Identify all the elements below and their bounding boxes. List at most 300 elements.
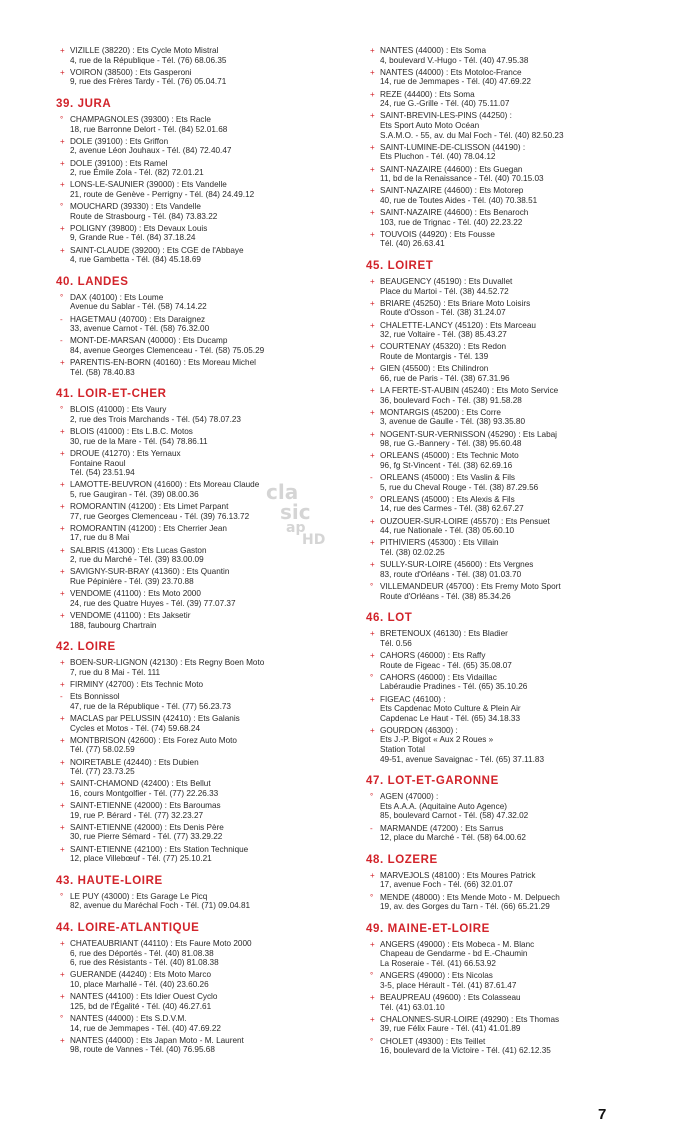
entry-marker: + [370,385,375,395]
entry-address-line: 12, place du Marché - Tél. (58) 64.00.62 [380,833,526,843]
entry-marker: + [370,694,375,704]
dealer-entry [366,230,654,249]
dealer-entry [56,779,344,798]
entry-dealer-line: DOLE (39100) : Ets Ramel [70,158,168,168]
section-title: 45. LOIRET [366,260,434,273]
entry-dealer-line: GUERANDE (44240) : Ets Moto Marco [70,970,212,980]
entry-address-line: Rue Pépinière - Tél. (39) 23.70.88 [70,577,194,587]
dealer-entry [56,589,344,608]
entry-marker: + [370,1014,375,1024]
dealer-entry [56,970,344,989]
entry-dealer-line: VOIRON (38500) : Ets Gasperoni [70,67,192,77]
dealer-entry [366,143,654,162]
entry-dealer-line: SAINT-CHAMOND (42400) : Ets Bellut [70,779,211,789]
entry-address-line: 2, rue Émile Zola - Tél. (82) 72.01.21 [70,168,204,178]
entry-dealer-line: ROMORANTIN (41200) : Ets Cherrier Jean [70,523,227,533]
entry-address-line: 98, route de Vannes - Tél. (40) 76.95.68 [70,1045,215,1055]
entry-dealer-line: ORLEANS (45000) : Ets Vaslin & Fils [380,473,515,483]
entry-marker: - [370,823,373,833]
dealer-entry [56,680,344,690]
section-title: 48. LOZERE [366,853,438,866]
entry-dealer-line: SAVIGNY-SUR-BRAY (41360) : Ets Quantin [70,567,230,577]
entry-dealer-line: MONTARGIS (45200) : Ets Corre [380,407,501,417]
entry-marker: + [370,516,375,526]
entry-dealer-line: VIZILLE (38220) : Ets Cycle Moto Mistral [70,46,219,55]
entry-dealer-line: LONS-LE-SAUNIER (39000) : Ets Vandelle [70,180,227,190]
entry-marker: + [370,364,375,374]
dealer-entry [56,546,344,565]
entry-dealer-line: ANGERS (49000) : Ets Nicolas [380,971,493,981]
entry-marker: + [60,180,65,190]
dealer-entry [56,246,344,265]
entry-address-line: 2, rue du Marché - Tél. (39) 83.00.09 [70,555,204,565]
entry-dealer-line: SAINT-NAZAIRE (44600) : Ets Motorep [380,186,524,196]
entry-dealer-line: BRIARE (45250) : Ets Briare Moto Loisirs [380,298,531,308]
entry-marker: + [370,629,375,639]
entry-dealer-line: NOIRETABLE (42440) : Ets Dubien [70,757,199,767]
entry-address-line: Tél. (54) 23.51.94 [70,468,135,478]
entry-address-line: 6, rue des Résistants - Tél. (40) 81.08.38 [70,958,219,968]
entry-dealer-line: REZE (44400) : Ets Soma [380,89,475,99]
entry-address-line: Tél. (58) 78.40.83 [70,367,135,377]
entry-marker: - [60,692,63,702]
entry-marker: ° [370,494,374,504]
entry-dealer-line: NANTES (44000) : Ets Japan Moto - M. Laurent [70,1035,244,1045]
dealer-entry [366,971,654,990]
entry-address-line: 2, rue des Trois Marchands - Tél. (54) 78.07.23 [70,414,241,424]
entry-marker: + [60,779,65,789]
dealer-entry [56,115,344,134]
entry-address-line: Tél. (40) 26.63.41 [380,239,445,249]
entry-dealer-line: HAGETMAU (40700) : Ets Daraignez [70,314,206,324]
section-title: 41. LOIR-ET-CHER [56,388,167,401]
entry-marker: ° [370,1036,374,1046]
dealer-entry [56,224,344,243]
entry-address-line: Ets Pluchon - Tél. (40) 78.04.12 [380,152,496,162]
dealer-entry [366,792,654,821]
entry-dealer-line: TOUVOIS (44920) : Ets Fousse [380,229,495,239]
dealer-entry [366,695,654,724]
entry-address-line: 44, rue Nationale - Tél. (38) 05.60.10 [380,526,515,536]
entry-address-line: Tél. 0.56 [380,638,412,648]
dealer-entry [56,658,344,677]
entry-address-line: 3, avenue de Gaulle - Tél. (38) 93.35.80 [380,417,526,427]
dealer-entry [366,473,654,492]
entry-marker: + [370,870,375,880]
entry-marker: + [60,757,65,767]
entry-address-line: Place du Martoi - Tél. (38) 44.52.72 [380,286,509,296]
entry-dealer-line: SAINT-CLAUDE (39200) : Ets CGE de l'Abbaye [70,245,244,255]
entry-address-line: Fontaine Raoul [70,458,126,468]
entry-marker: + [370,229,375,239]
entry-dealer-line: ORLEANS (45000) : Ets Technic Moto [380,451,519,461]
entry-marker: + [370,992,375,1002]
page-number: 7 [598,1106,607,1123]
entry-marker: + [60,46,65,55]
entry-dealer-line: ANGERS (49000) : Ets Mobeca - M. Blanc [380,939,535,949]
entry-address-line: 30, rue de la Mare - Tél. (54) 78.86.11 [70,436,208,446]
entry-address-line: 3-5, place Hérault - Tél. (41) 87.61.47 [380,980,517,990]
entry-marker: + [370,725,375,735]
dealer-entry [366,386,654,405]
entry-address-line: Chapeau de Gendarme - bd E.-Chaumin [380,949,528,959]
entry-marker: + [370,650,375,660]
entry-address-line: Ets Sport Auto Moto Océan [380,120,480,130]
dealer-entry [366,582,654,601]
dealer-entry [56,801,344,820]
dealer-entry [366,165,654,184]
entry-marker: + [60,223,65,233]
entry-dealer-line: CAHORS (46000) : Ets Raffy [380,650,486,660]
entry-address-line: 103, rue de Trignac - Tél. (40) 22.23.22 [380,217,523,227]
dealer-entry [366,364,654,383]
entry-address-line: 6, rue des Déportés - Tél. (40) 81.08.38 [70,948,214,958]
entry-marker: + [370,186,375,196]
entry-address-line: Tél. (77) 23.73.25 [70,767,135,777]
entry-marker: + [60,939,65,948]
entry-marker: + [60,1035,65,1045]
dealer-entry [366,451,654,470]
entry-dealer-line: BLOIS (41000) : Ets L.B.C. Motos [70,427,193,437]
entry-address-line: 2, avenue Léon Jouhaux - Tél. (84) 72.40.47 [70,146,232,156]
entry-address-line: Ets Capdenac Moto Culture & Plein Air [380,704,521,714]
dealer-entry [56,336,344,355]
entry-marker: + [370,142,375,152]
entry-dealer-line: SULLY-SUR-LOIRE (45600) : Ets Vergnes [380,560,534,570]
entry-dealer-line: VILLEMANDEUR (45700) : Ets Fremy Moto Sport [380,581,561,591]
entry-marker: ° [370,792,374,802]
dealer-entry [56,180,344,199]
section-title: 42. LOIRE [56,641,116,654]
entry-marker: ° [60,891,64,901]
entry-address-line: 19, rue P. Bérard - Tél. (77) 32.23.27 [70,810,204,820]
entry-dealer-line: MENDE (48000) : Ets Mende Moto - M. Delpuech [380,892,560,902]
watermark-text-c: ap [286,520,306,536]
entry-dealer-line: MARVEJOLS (48100) : Ets Moures Patrick [380,870,536,880]
entry-marker: + [60,844,65,854]
dealer-entry [366,824,654,843]
entry-marker: + [60,480,65,490]
entry-marker: + [60,735,65,745]
entry-address-line: 9, rue des Frères Tardy - Tél. (76) 05.04.71 [70,77,227,87]
entry-address-line: 4, rue de la République - Tél. (76) 68.06.35 [70,55,227,65]
dealer-entry [56,405,344,424]
watermark-text-a: cla [266,480,299,504]
section-title: 43. HAUTE-LOIRE [56,874,163,887]
entry-dealer-line: MACLAS par PELUSSIN (42410) : Ets Galanis [70,713,240,723]
entry-address-line: 16, boulevard de la Victoire - Tél. (41) 62.12.35 [380,1046,551,1056]
entry-address-line: Cycles et Motos - Tél. (74) 59.68.24 [70,723,200,733]
entry-address-line: 30, rue Pierre Sémard - Tél. (77) 33.29.22 [70,832,223,842]
watermark-text-d: HD [302,532,326,548]
entry-marker: + [60,523,65,533]
entry-dealer-line: NANTES (44000) : Ets Soma [380,46,487,55]
entry-address-line: S.A.M.O. - 55, av. du Mal Foch - Tél. (40) 82.50.23 [380,130,564,140]
entry-address-line: 82, avenue du Maréchal Foch - Tél. (71) 09.04.81 [70,901,251,911]
entry-dealer-line: DOLE (39100) : Ets Griffon [70,136,169,146]
entry-marker: + [370,407,375,417]
dealer-entry [56,611,344,630]
entry-address-line: Labéraudie Pradines - Tél. (65) 35.10.26 [380,682,528,692]
entry-marker: + [370,560,375,570]
entry-dealer-line: DAX (40100) : Ets Loume [70,292,164,302]
entry-dealer-line: SAINT-ETIENNE (42000) : Ets Baroumas [70,801,221,811]
entry-marker: ° [60,202,64,212]
dealer-entry [366,1037,654,1056]
entry-marker: + [370,164,375,174]
dealer-entry [366,673,654,692]
dealer-entry [366,408,654,427]
dealer-entry [56,358,344,377]
entry-address-line: Station Total [380,745,425,755]
dealer-entry [56,736,344,755]
entry-marker: + [60,245,65,255]
entry-dealer-line: GIEN (45500) : Ets Chilindron [380,364,489,374]
watermark-logo [262,478,332,548]
entry-marker: + [60,567,65,577]
right-column [366,46,654,1058]
entry-marker: + [60,801,65,811]
entry-dealer-line: BRETENOUX (46130) : Ets Bladier [380,629,508,639]
entry-dealer-line: SAINT-ETIENNE (42000) : Ets Denis Père [70,822,224,832]
dealer-entry [56,202,344,221]
dealer-entry [56,293,344,312]
entry-dealer-line: FIGEAC (46100) : [380,694,446,704]
entry-address-line: Ets A.A.A. (Aquitaine Auto Agence) [380,801,507,811]
entry-dealer-line: BLOIS (41000) : Ets Vaury [70,405,167,415]
entry-dealer-line: BEAUPREAU (49600) : Ets Colasseau [380,992,521,1002]
dealer-entry [366,495,654,514]
dealer-entry [366,871,654,890]
entry-dealer-line: ORLEANS (45000) : Ets Alexis & Fils [380,494,515,504]
entry-dealer-line: PITHIVIERS (45300) : Ets Villain [380,538,499,548]
entry-address-line: 5, rue du Cheval Rouge - Tél. (38) 87.29.56 [380,482,539,492]
entry-address-line: 4, boulevard V.-Hugo - Tél. (40) 47.95.38 [380,55,529,65]
dealer-entry [56,567,344,586]
entry-address-line: 125, bd de l'Égalité - Tél. (40) 46.27.61 [70,1001,212,1011]
entry-address-line: Route de Figeac - Tél. (65) 35.08.07 [380,660,512,670]
section-title: 49. MAINE-ET-LOIRE [366,922,490,935]
dealer-entry [56,692,344,711]
entry-address-line: 17, avenue Foch - Tél. (66) 32.01.07 [380,880,513,890]
entry-marker: + [60,713,65,723]
dealer-entry [366,993,654,1012]
entry-address-line: 47, rue de la République - Tél. (77) 56.23.73 [70,701,231,711]
entry-marker: + [60,448,65,458]
section-title: 47. LOT-ET-GARONNE [366,775,499,788]
entry-marker: + [60,158,65,168]
dealer-entry [366,90,654,109]
entry-marker: + [60,658,65,668]
dealer-entry [366,517,654,536]
entry-marker: + [60,992,65,1002]
entry-marker: + [370,939,375,949]
entry-address-line: Route de Montargis - Tél. 139 [380,351,489,361]
entry-dealer-line: PARENTIS-EN-BORN (40160) : Ets Moreau Michel [70,358,256,368]
dealer-entry [366,560,654,579]
section-title: 40. LANDES [56,275,129,288]
entry-dealer-line: LAMOTTE-BEUVRON (41600) : Ets Moreau Claude [70,480,260,490]
entry-address-line: 14, rue de Jemmapes - Tél. (40) 47.69.22 [380,77,531,87]
entry-dealer-line: FIRMINY (42700) : Ets Technic Moto [70,679,204,689]
entry-marker: + [370,429,375,439]
entry-marker: + [370,111,375,121]
dealer-entry [366,1015,654,1034]
entry-dealer-line: OUZOUER-SUR-LOIRE (45570) : Ets Pensuet [380,516,550,526]
entry-marker: + [370,277,375,287]
entry-address-line: 83, route d'Orléans - Tél. (38) 01.03.70 [380,569,522,579]
entry-address-line: 24, rue des Quatre Huyes - Tél. (39) 77.07.37 [70,598,236,608]
entry-dealer-line: CAHORS (46000) : Ets Vidaillac [380,672,497,682]
dealer-entry [56,845,344,864]
entry-dealer-line: COURTENAY (45320) : Ets Redon [380,342,507,352]
entry-dealer-line: CHOLET (49300) : Ets Teillet [380,1036,486,1046]
entry-address-line: 85, boulevard Carnot - Tél. (58) 47.32.02 [380,811,529,821]
entry-marker: + [370,451,375,461]
entry-address-line: 98, rue G.-Bannery - Tél. (38) 95.60.48 [380,439,522,449]
entry-dealer-line: VENDOME (41100) : Ets Jaksetir [70,611,191,620]
entry-address-line: 66, rue de Paris - Tél. (38) 67.31.96 [380,373,510,383]
entry-dealer-line: VENDOME (41100) : Ets Moto 2000 [70,589,201,599]
entry-marker: + [370,538,375,548]
entry-dealer-line: LA FERTE-ST-AUBIN (45240) : Ets Moto Service [380,385,559,395]
entry-address-line: 10, place Marhallé - Tél. (40) 23.60.26 [70,979,209,989]
entry-address-line: Route d'Osson - Tél. (38) 31.24.07 [380,308,506,318]
entry-dealer-line: NANTES (44000) : Ets Motoloc-France [380,67,522,77]
entry-address-line: 7, rue du 8 Mai - Tél. 111 [70,667,161,677]
entry-address-line: 4, rue Gambetta - Tél. (84) 45.18.69 [70,255,201,265]
dealer-entry [56,315,344,334]
dealer-entry [56,714,344,733]
dealer-entry [366,629,654,648]
entry-marker: - [60,336,63,346]
entry-dealer-line: MONT-DE-MARSAN (40000) : Ets Ducamp [70,336,228,346]
section-title: 46. LOT [366,612,413,625]
entry-marker: + [60,589,65,599]
entry-dealer-line: SAINT-NAZAIRE (44600) : Ets Guegan [380,164,523,174]
dealer-entry [56,159,344,178]
entry-dealer-line: LE PUY (43000) : Ets Garage Le Picq [70,891,208,901]
entry-address-line: 14, rue des Carmes - Tél. (38) 62.67.27 [380,504,524,514]
dealer-entry [366,538,654,557]
entry-address-line: 14, rue de Jemmapes - Tél. (40) 47.69.22 [70,1023,221,1033]
dealer-entry [366,46,654,65]
entry-marker: ° [60,114,64,124]
dealer-entry [366,321,654,340]
entry-address-line: 17, rue du 8 Mai [70,533,130,543]
entry-marker: ° [370,971,374,981]
dealer-entry [366,111,654,140]
entry-dealer-line: NANTES (44100) : Ets Idier Ouest Cyclo [70,992,218,1002]
entry-address-line: 77, rue Georges Clemenceau - Tél. (39) 76.13.72 [70,511,250,521]
entry-dealer-line: BOEN-SUR-LIGNON (42130) : Ets Regny Boen Moto [70,658,265,668]
entry-marker: + [60,358,65,368]
entry-address-line: 18, rue Barronne Delort - Tél. (84) 52.01.68 [70,124,228,134]
entry-marker: + [60,545,65,555]
entry-marker: + [370,46,375,55]
entry-address-line: Tél. (38) 02.02.25 [380,548,445,557]
entry-dealer-line: MOUCHARD (39330) : Ets Vandelle [70,202,201,212]
dealer-entry [366,430,654,449]
entry-dealer-line: CHAMPAGNOLES (39300) : Ets Racle [70,114,211,124]
entry-dealer-line: ROMORANTIN (41200) : Ets Limet Parpant [70,502,229,512]
entry-address-line: 21, route de Genève - Perrigny - Tél. (84) 24.49.12 [70,189,255,199]
entry-address-line: 19, av. des Gorges du Tarn - Tél. (66) 65.21.29 [380,902,550,912]
dealer-entry [366,342,654,361]
left-column [56,46,344,1058]
entry-address-line: 9, Grande Rue - Tél. (84) 37.18.24 [70,233,196,243]
entry-marker: ° [370,892,374,902]
dealer-entry [56,137,344,156]
dealer-entry [56,427,344,446]
entry-dealer-line: CHALONNES-SUR-LOIRE (49290) : Ets Thomas [380,1014,560,1024]
entry-marker: + [60,611,65,620]
dealer-entry [366,68,654,87]
entry-marker: ° [370,581,374,591]
dealer-entry [56,1036,344,1055]
entry-dealer-line: NANTES (44000) : Ets S.D.V.M. [70,1013,187,1023]
entry-dealer-line: SAINT-LUMINE-DE-CLISSON (44190) : [380,142,526,152]
entry-dealer-line: Ets Bonnissol [70,692,120,702]
entry-address-line: Route d'Orléans - Tél. (38) 85.34.26 [380,591,511,601]
entry-marker: + [370,320,375,330]
dealer-entry [366,726,654,764]
entry-marker: + [370,342,375,352]
entry-marker: ° [60,405,64,415]
entry-marker: + [60,679,65,689]
entry-dealer-line: SALBRIS (41300) : Ets Lucas Gaston [70,545,207,555]
entry-marker: ° [60,1013,64,1023]
dealer-entry [56,68,344,87]
section-title: 39. JURA [56,97,112,110]
entry-address-line: 188, faubourg Chartrain [70,620,157,630]
entry-address-line: 40, rue de Toutes Aides - Tél. (40) 70.38.51 [380,195,538,205]
entry-marker: - [370,473,373,483]
dealer-entry [56,449,344,478]
entry-dealer-line: MONTBRISON (42600) : Ets Forez Auto Moto [70,735,237,745]
entry-marker: + [60,822,65,832]
dealer-entry [56,892,344,911]
entry-address-line: 5, rue Gaugiran - Tél. (39) 08.00.36 [70,489,199,499]
section-title: 44. LOIRE-ATLANTIQUE [56,922,200,934]
entry-address-line: Ets J.-P. Bigot « Aux 2 Roues » [380,735,494,745]
entry-marker: ° [370,672,374,682]
entry-address-line: 12, place Villebœuf - Tél. (77) 25.10.21 [70,854,212,864]
entry-marker: + [60,502,65,512]
entry-dealer-line: GOURDON (46300) : [380,725,458,735]
entry-marker: + [370,89,375,99]
entry-address-line: 24, rue G.-Grille - Tél. (40) 75.11.07 [380,99,510,109]
entry-address-line: 49-51, avenue Savaignac - Tél. (65) 37.11.83 [380,754,545,764]
watermark-text-b: sic [280,500,311,524]
entry-dealer-line: SAINT-NAZAIRE (44600) : Ets Benaroch [380,208,529,218]
entry-marker: + [370,67,375,77]
entry-address-line: 11, bd de la Renaissance - Tél. (40) 70.15.03 [380,174,544,184]
entry-marker: + [60,427,65,437]
entry-address-line: 36, boulevard Foch - Tél. (38) 91.58.28 [380,395,522,405]
dealer-entry [366,277,654,296]
entry-marker: - [60,314,63,324]
entry-address-line: 32, rue Voltaire - Tél. (38) 85.43.27 [380,330,507,340]
dealer-entry [366,186,654,205]
dealer-entry [366,208,654,227]
entry-dealer-line: SAINT-ETIENNE (42100) : Ets Station Technique [70,844,249,854]
entry-dealer-line: POLIGNY (39800) : Ets Devaux Louis [70,223,208,233]
dealer-entry [56,939,344,968]
entry-dealer-line: CHATEAUBRIANT (44110) : Ets Faure Moto 2000 [70,939,252,948]
entry-address-line: 39, rue Félix Faure - Tél. (41) 41.01.89 [380,1024,521,1034]
entry-address-line: Tél. (77) 58.02.59 [70,745,135,755]
